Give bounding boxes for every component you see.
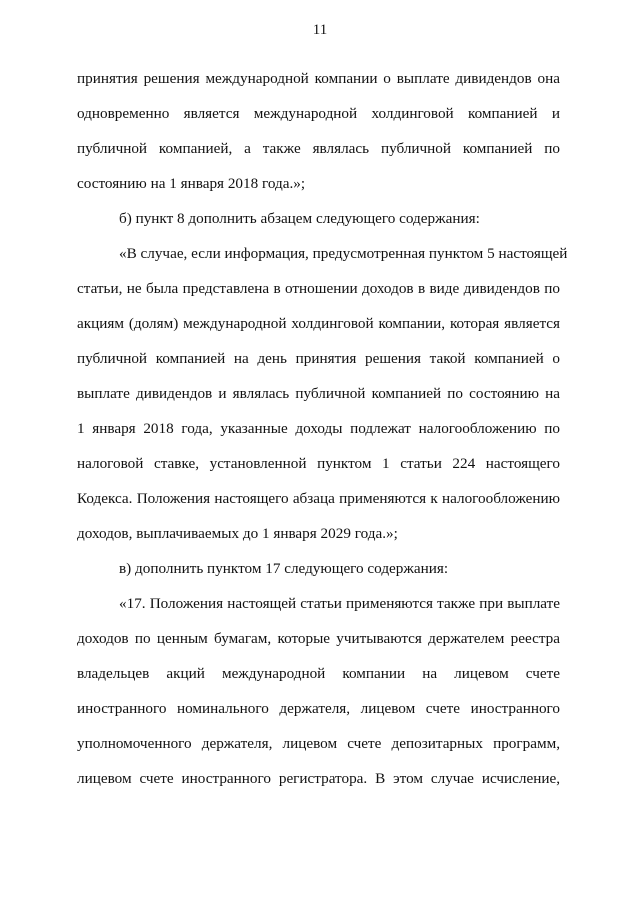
text-line-11: 1 января 2018 года, указанные доходы подлежат налогообложению по	[77, 420, 560, 437]
text-line-21: лицевом счете иностранного регистратора. В этом случае исчисление,	[77, 770, 560, 787]
text-line-14: доходов, выплачиваемых до 1 января 2029 года.»;	[77, 525, 398, 542]
text-line-8: акциям (долям) международной холдинговой компании, которая является	[77, 315, 560, 332]
text-line-5: б) пункт 8 дополнить абзацем следующего содержания:	[119, 210, 480, 227]
text-line-12: налоговой ставке, установленной пунктом 1 статьи 224 настоящего	[77, 455, 560, 472]
text-line-7: статьи, не была представлена в отношении доходов в виде дивидендов по	[77, 280, 560, 297]
text-line-13: Кодекса. Положения настоящего абзаца применяются к налогообложению	[77, 490, 560, 507]
page-number: 11	[312, 22, 328, 38]
text-line-6: «В случае, если информация, предусмотренная пунктом 5 настоящей	[119, 245, 568, 262]
text-line-16: «17. Положения настоящей статьи применяются также при выплате	[119, 595, 560, 612]
text-line-1: принятия решения международной компании о выплате дивидендов она	[77, 70, 560, 87]
text-line-20: уполномоченного держателя, лицевом счете депозитарных программ,	[77, 735, 560, 752]
text-line-19: иностранного номинального держателя, лицевом счете иностранного	[77, 700, 560, 717]
text-line-4: состоянию на 1 января 2018 года.»;	[77, 175, 306, 192]
text-line-18: владельцев акций международной компании на лицевом счете	[77, 665, 560, 682]
text-line-17: доходов по ценным бумагам, которые учитываются держателем реестра	[77, 630, 560, 647]
text-line-3: публичной компанией, а также являлась публичной компанией по	[77, 140, 560, 157]
text-line-10: выплате дивидендов и являлась публичной компанией по состоянию на	[77, 385, 560, 402]
text-line-9: публичной компанией на день принятия решения такой компанией о	[77, 350, 560, 367]
text-line-15: в) дополнить пунктом 17 следующего содержания:	[119, 560, 449, 577]
text-line-2: одновременно является международной холдинговой компанией и	[77, 105, 560, 122]
